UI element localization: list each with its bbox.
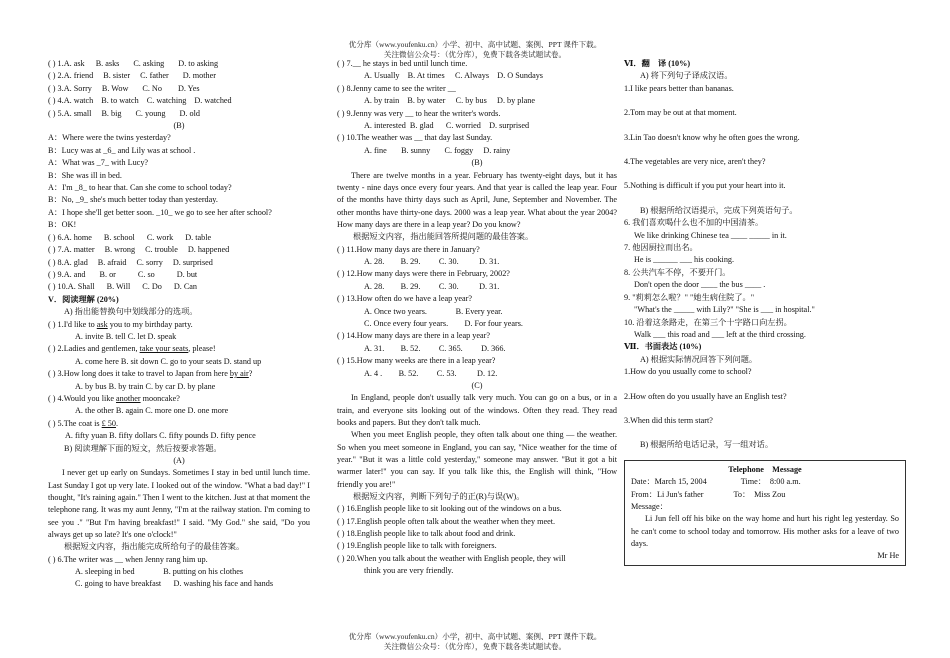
footer-line-1: 优分库（www.youfenku.cn）小学，初中、高中试题、案例、PPT 课件下载。 [348, 632, 602, 641]
reading-options-8: A. by train B. by water C. by bus D. by plane [364, 96, 536, 106]
memo-date-time: Date：March 15, 2004 Time： 8:00 a.m. [631, 477, 801, 487]
question-4: ( ) 4.A. watch B. to watch C. watching D. watched [48, 96, 232, 106]
completion-6-chinese: 6. 我们喜欢喝什么也不加的中国清茶。 [624, 218, 764, 228]
true-false-20-continued: think you are very friendly. [364, 566, 454, 576]
part-a-label: (A) [173, 456, 185, 465]
question-10: ( ) 10.A. Shall B. Will C. Do D. Can [48, 282, 198, 292]
reading-question-9: ( ) 9.Jenny was very __ to hear the writer's words. [337, 108, 501, 118]
dialog-line: A：I'm _8_ to hear that. Can she come to school today? [48, 183, 232, 193]
question-6: ( ) 6.A. home B. school C. work D. table [48, 232, 212, 242]
footer-line-2: 关注微信公众号：（优分库），免费下载各类试题试卷。 [383, 641, 567, 651]
reading-options-10: A. fine B. sunny C. foggy D. rainy [364, 145, 511, 155]
true-false-19: ( ) 19.English people like to talk with foreigners. [337, 541, 497, 551]
passage-c-paragraph-1: In England, people don't usually talk very much. You can go on a bus, or in a train, and everyone sits looking out of the windows. Often they read. They read books and papers. But they don't talk much. [337, 393, 617, 428]
memo-message-text: Li Jun fell off his bike on the way home and hurt his right leg yesterday. So he can't come to school today and tomorrow. His mother asks for a leave of two days. [631, 514, 899, 548]
reading-options-14: A. 31. B. 52. C. 365. D. 366. [364, 343, 506, 353]
memo-from-to: From：Li Jun's father To： Miss Zou [631, 489, 786, 499]
reading-options-3: A. by bus B. by train C. by car D. by plane [75, 381, 216, 391]
completion-10-chinese: 10. 沿着这条路走，在第三个十字路口向左拐。 [624, 317, 792, 327]
reading-question-3: ( ) 3.How long does it take to travel to Japan from here by air? [48, 369, 253, 379]
passage-a-instruction: 根据短文内容，指出能完成所给句子的最佳答案。 [64, 542, 245, 552]
column-left [48, 58, 310, 591]
reading-question-11: ( ) 11.How many days are there in January? [337, 244, 480, 254]
dialog-line: B：Lucy was at _6_ and Lily was at school . [48, 145, 196, 155]
reading-question-2: ( ) 2.Ladies and gentlemen, take your seats, please! [48, 344, 216, 354]
translation-1: 1.I like pears better than bananas. [624, 83, 734, 93]
writing-question-2: 2.How often do you usually have an English test? [624, 391, 787, 401]
memo-signature: Mr He [877, 551, 899, 561]
translation-3: 3.Lin Tao doesn't know why he often goes the wrong. [624, 132, 800, 142]
dialog-line: A：What was _7_ with Lucy? [48, 158, 149, 168]
reading-question-7: ( ) 7.__ he stays in bed until lunch time. [337, 59, 468, 68]
reading-question-6: ( ) 6.The writer was __ when Jenny rang him up. [48, 554, 208, 564]
reading-question-13: ( ) 13.How often do we have a leap year? [337, 294, 473, 304]
reading-question-4: ( ) 4.Would you like another mooncake? [48, 393, 180, 403]
section-7a-instruction: A) 根据实际情况回答下列问题。 [640, 354, 758, 364]
reading-question-15: ( ) 15.How many weeks are there in a leap year? [337, 356, 496, 366]
section-6-heading: Ⅵ．翻 译 (10%) [624, 59, 691, 68]
reading-question-12: ( ) 12.How many days were there in February, 2002? [337, 269, 510, 279]
memo-title: Telephone Message [728, 464, 802, 474]
part-b-label: (B) [471, 158, 483, 168]
question-1: ( ) 1.A. ask B. asks C. asking D. to asking [48, 59, 219, 68]
passage-b-instruction: 根据短文内容，指出能回答所提问题的最佳答案。 [353, 232, 534, 242]
completion-6-english: We like drinking Chinese tea ____ _____ in it. [634, 230, 787, 240]
completion-9-chinese: 9. "莉莉怎么啦？" "她生病住院了。" [624, 292, 755, 302]
reading-question-10: ( ) 10.The weather was __ that day last Sunday. [337, 133, 493, 143]
reading-options-4: A. the other B. again C. more one D. one more [75, 406, 229, 416]
reading-question-8: ( ) 8.Jenny came to see the writer __ [337, 83, 456, 93]
part-c-label: (C) [471, 381, 483, 391]
column-right [624, 58, 906, 566]
translation-2: 2.Tom may be out at that moment. [624, 108, 737, 118]
reading-options-15: A. 4 . B. 52. C. 53. D. 12. [364, 368, 498, 378]
reading-options-5: A. fifty yuan B. fifty dollars C. fifty pounds D. fifty pence [65, 431, 256, 441]
page-footer [300, 632, 650, 651]
question-3: ( ) 3.A. Sorry B. Wow C. No D. Yes [48, 83, 200, 93]
question-9: ( ) 9.A. and B. or C. so D. but [48, 269, 198, 279]
question-2: ( ) 2.A. friend B. sister C. father D. mother [48, 71, 216, 81]
true-false-16: ( ) 16.English people like to sit looking out of the windows on a bus. [337, 504, 562, 514]
dialog-line: B：No, _9_ she's much better today than yesterday. [48, 195, 218, 205]
completion-7-english: He is ______ ___ his cooking. [634, 255, 735, 265]
column-middle [337, 58, 617, 578]
reading-options-7: A. Usually B. At times C. Always D. O Sundays [364, 71, 543, 81]
section-6a-instruction: A) 将下列句子译成汉语。 [640, 71, 733, 81]
true-false-18: ( ) 18.English people like to talk about food and drink. [337, 529, 516, 539]
reading-options-13a: A. Once two years. B. Every year. [364, 306, 503, 316]
memo-message-label: Message： [631, 501, 668, 511]
page-header [300, 40, 650, 59]
writing-question-1: 1.How do you usually come to school? [624, 367, 752, 377]
completion-8-chinese: 8. 公共汽车不停，不要开门。 [624, 267, 731, 277]
question-7: ( ) 7.A. matter B. wrong C. trouble D. happened [48, 245, 230, 255]
question-5: ( ) 5.A. small B. big C. young D. old [48, 108, 200, 118]
telephone-message-box [624, 460, 906, 566]
passage-b: There are twelve months in a year. February has twenty-eight days, but it has twenty - nine days once every four years. And that year is called the leap year. Four of the months have thirty days such as April, June, September and November. The other months have thirty-one days. 2000 was a leap year. What about the year 2004? How many days are there in a leap year? Do you know? [337, 170, 617, 229]
question-8: ( ) 8.A. glad B. afraid C. sorry D. surprised [48, 257, 213, 267]
reading-options-12: A. 28. B. 29. C. 30. D. 31. [364, 281, 500, 291]
reading-options-13b: C. Once every four years. D. For four years. [364, 318, 523, 328]
completion-10-english: Walk ___ this road and ___ left at the third crossing. [634, 329, 806, 339]
reading-options-6b: C. going to have breakfast D. washing his face and hands [75, 579, 274, 589]
section-5b-instruction: B) 阅读理解下面的短文，然后按要求答题。 [64, 443, 222, 453]
dialog-line: B：She was ill in bed. [48, 170, 122, 180]
reading-options-1: A. invite B. tell C. let D. speak [75, 331, 177, 341]
dialog-line: B：OK! [48, 220, 77, 230]
section-5-heading: V．阅读理解 (20%) [48, 294, 119, 304]
dialog-line: A：I hope she'll get better soon. _10_ we go to see her after school? [48, 207, 272, 217]
reading-question-1: ( ) 1.I'd like to ask you to my birthday party. [48, 319, 193, 329]
passage-c-paragraph-2: When you meet English people, they often talk about one thing — the weather. So when you meet someone in England, you can say, "Nice weather for the time of year." "But it was a little cold yesterday," someone may answer. "But it got a bit warmer later!" you can say. If you talk like this, the English will think, "How friendly you are!" [337, 430, 617, 489]
writing-question-3: 3.When did this term start? [624, 415, 713, 425]
header-line-2: 关注微信公众号：（优分库），免费下载各类试题试卷。 [383, 49, 567, 59]
section-5a-instruction: A) 指出能替换句中划线部分的选项。 [64, 307, 198, 317]
translation-4: 4.The vegetables are very nice, aren't they? [624, 157, 766, 167]
section-7-heading: Ⅶ．书面表达 (10%) [624, 342, 702, 352]
section-7b-instruction: B) 根据所给电话记录，写一组对话。 [640, 440, 774, 450]
reading-question-5: ( ) 5.The coat is £ 50. [48, 418, 119, 428]
true-false-17: ( ) 17.English people often talk about the weather when they meet. [337, 516, 556, 526]
passage-a: I never get up early on Sundays. Sometimes I stay in bed until lunch time. Last Sunday I got up very late. I looked out of the window. "What a bad day!" I thought, "It's raining again." Then I went to the kitchen. Just at that moment the telephone rang. It was my aunt Jenny, "I'm at the railway station. I'm coming to see you ." "But I'm having breakfast!" I said. "My God." she said, "Do you always get up so late? It's one o'clock!" [48, 468, 310, 539]
reading-options-11: A. 28. B. 29. C. 30. D. 31. [364, 256, 500, 266]
part-b-label: (B) [173, 121, 185, 131]
reading-options-9: A. interested B. glad C. worried D. surprised [364, 121, 530, 131]
reading-options-6a: A. sleeping in bed B. putting on his clothes [75, 567, 244, 576]
dialog-line: A：Where were the twins yesterday? [48, 133, 171, 143]
completion-8-english: Don't open the door ____ the bus ____ . [634, 280, 766, 290]
header-line-1: 优分库（www.youfenku.cn）小学、初中、高中试题、案例、PPT 课件下载。 [348, 40, 602, 49]
reading-question-14: ( ) 14.How many days are there in a leap year? [337, 331, 490, 341]
translation-5: 5.Nothing is difficult if you put your heart into it. [624, 181, 786, 191]
section-6b-instruction: B) 根据所给汉语提示，完成下列英语句子。 [640, 205, 798, 215]
passage-c-instruction: 根据短文内容，判断下列句子的正(R)与误(W)。 [353, 491, 525, 501]
true-false-20: ( ) 20.When you talk about the weather with English people, they will [337, 553, 566, 563]
completion-9-english: "What's the _____ with Lily?" "She is ___ in hospital." [634, 305, 815, 315]
completion-7-chinese: 7. 他因厨拉而出名。 [624, 243, 698, 253]
reading-options-2: A. come here B. sit down C. go to your seats D. stand up [75, 356, 262, 366]
